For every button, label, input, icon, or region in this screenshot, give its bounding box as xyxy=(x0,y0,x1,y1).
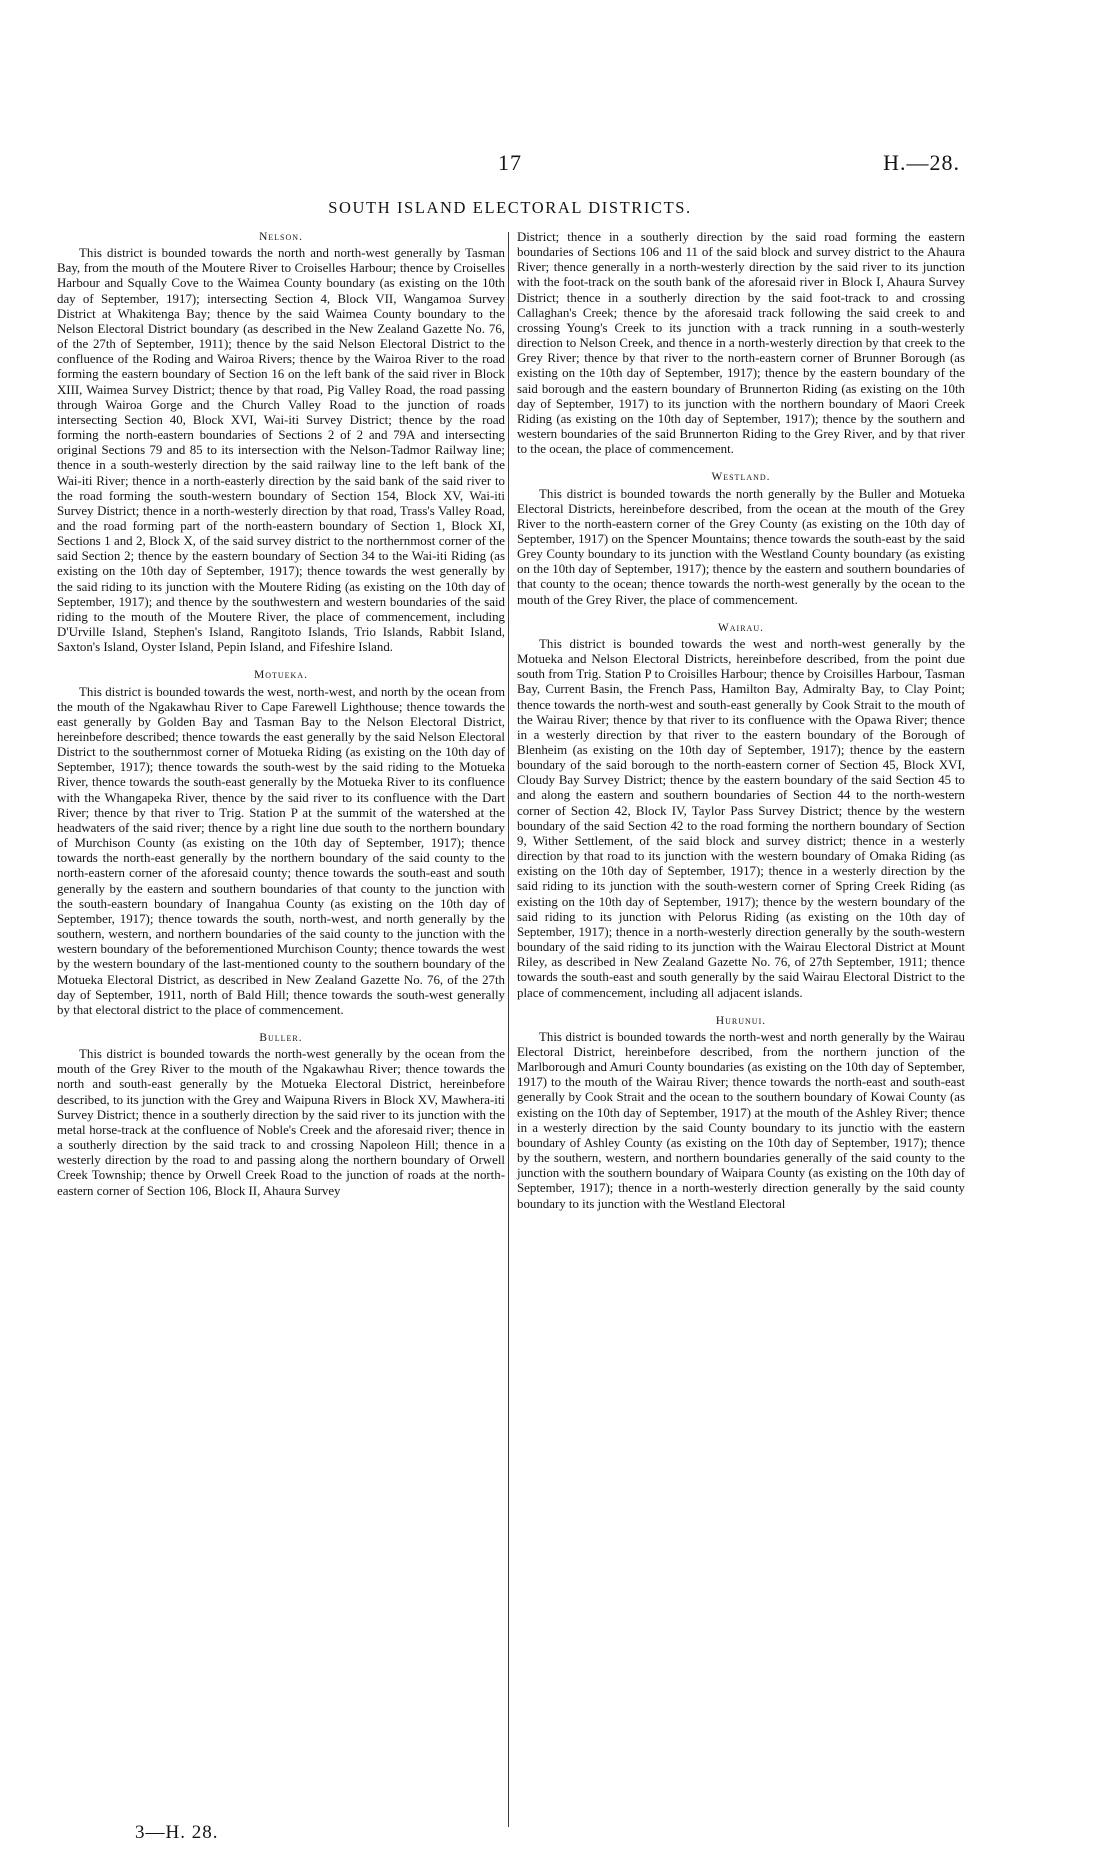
paragraph-wairau: This district is bounded towards the west and north-west generally by the Motueka and Nelson Electoral Districts, hereinbefore described, from the point due south from Trig. Station P to Croisilles Harbour; thence by Croisilles Harbour, Tasman Bay, Current Basin, the French Pass, Hamilton Bay, Admiralty Bay, to Clay Point; thence towards the north-west and south-east generally by Cook Strait to the mouth of the Wairau River; thence by that river to its confluence with the Opawa River; thence in a westerly direction by that river to the eastern boundary of the Borough of Blenheim (as existing on the 10th day of September, 1917); thence by the eastern boundary of the said borough to the north-eastern corner of Section 45, Block XVI, Cloudy Bay Survey District; thence by the eastern boundary of the said Section 45 to and along the eastern and southern boundaries of Section 44 to the north-western corner of Section 42, Block IV, Taylor Pass Survey District; thence by the western boundary of the said Section 42 to the road forming the northern boundary of Section 9, Wither Settlement, of the said block and survey district; thence in a westerly direction by that road to its junction with the western boundary of Omaka Riding (as existing on the 10th day of September, 1917); thence in a westerly direction by the said riding to its junction with the south-western corner of Spring Creek Riding (as existing on the 10th day of September, 1917); thence by the western boundary of the said riding to its junction with Pelorus Riding (as existing on the 10th day of September, 1917); thence in a north-westerly direction generally by the south-western boundary of the said riding to its junction with the Wairau Electoral District at Mount Riley, as described in New Zealand Gazette No. 76, of 27th September, 1911; thence towards the south-east and south generally by the said Wairau Electoral District to the place of commencement, including all adjacent islands. xyxy=(517,636,965,1000)
heading-buller: Buller. xyxy=(259,1031,303,1044)
paragraph-motueka: This district is bounded towards the west, north-west, and north by the ocean from the mouth of the Ngakawhau River to Cape Farewell Lighthouse; thence towards the east generally by Golden Bay and Tasman Bay to the Nelson Electoral District, hereinbefore described; thence towards the east generally by the said Nelson Electoral District to the southernmost corner of Motueka Riding (as existing on the 10th day of September, 1917); thence towards the south-west by the said riding to the Motueka River, thence towards the south-east generally by the Motueka River to its confluence with the Whangapeka River, thence by the said river to its confluence with the Dart River; thence by that river to Trig. Station P at the summit of the watershed at the headwaters of the said river; thence by a right line due south to the northern boundary of Murchison County (as existing on the 10th day of September, 1917); thence towards the north-east generally by the northern boundary of the said county to the north-eastern corner of the aforesaid county; thence towards the south-east and south generally by the eastern and southern boundaries of that county to the junction with the south-eastern boundary of Inangahua County (as existing on the 10th day of September, 1917); thence towards the south, north-west, and north generally by the southern, western, and northern boundaries of the said county to the junction with the western boundary of the beforementioned Murchison County; thence towards the west by the western boundary of the last-mentioned county to the southern boundary of the Motueka Electoral District, as described in New Zealand Gazette No. 76, of the 27th day of September, 1911, north of Bald Hill; thence towards the south-west generally by that electoral district to the place of commencement. xyxy=(57,684,505,1017)
footer-code: 3—H. 28. xyxy=(135,1822,219,1843)
heading-motueka: Motueka. xyxy=(254,669,308,682)
page-number: 17 xyxy=(498,150,522,175)
heading-westland: Westland. xyxy=(711,471,771,484)
section-title: SOUTH ISLAND ELECTORAL DISTRICTS. xyxy=(328,198,692,217)
paragraph-westland: This district is bounded towards the north generally by the Buller and Motueka Electoral Districts, hereinbefore described, from the ocean at the mouth of the Grey River to the north-eastern corner of the Grey County (as existing on the 10th day of September, 1917) on the Spencer Mountains; thence towards the south-east by the said Grey County boundary to its junction with the Westland County boundary (as existing on the 10th day of September, 1917); thence by the eastern and southern boundaries of that county to the ocean; thence towards the north-west generally by the ocean to the mouth of the Grey River, the place of commencement. xyxy=(517,486,965,607)
paragraph-hurunui: This district is bounded towards the north-west and north generally by the Wairau Electoral District, hereinbefore described, from the northern junction of the Marlborough and Amuri County boundaries (as existing on the 10th day of September, 1917) to the mouth of the Wairau River; thence towards the north-east and south-east generally by Cook Strait and the ocean to the southern boundary of Kowai County (as existing on the 10th day of September, 1917) at the mouth of the Ashley River; thence in a westerly direction by the said County boundary to its junctio with the eastern boundary of Ashley County (as existing on the 10th day of September, 1917); thence by the southern, western, and northern boundaries generally of the said county to the junction with the southern boundary of Waipara County (as existing on the 10th day of September, 1917); thence in a north-westerly direction generally by the said county boundary to its junction with the Westland Electoral xyxy=(517,1029,965,1211)
heading-hurunui: Hurunui. xyxy=(715,1014,767,1027)
heading-nelson: Nelson. xyxy=(259,231,303,243)
document-code: H.—28. xyxy=(883,150,960,175)
left-column xyxy=(57,230,505,1199)
column-divider xyxy=(508,232,509,1827)
heading-wairau: Wairau. xyxy=(718,621,764,634)
paragraph-buller: This district is bounded towards the north-west generally by the ocean from the mouth of the Grey River to the mouth of the Ngakawhau River; thence towards the north and south-east generally by the Motueka Electoral District, hereinbefore described, to its junction with the Grey and Waipuna Rivers in Block XV, Mawhera-iti Survey District; thence in a southerly direction by the said river to its junction with the metal horse-track at the confluence of Noble's Creek and the aforesaid river; thence in a southerly direction by the said track to and crossing Napoleon Hill; thence in a westerly direction by the road to and passing along the northern boundary of Orwell Creek Township; thence by Orwell Creek Road to the junction of roads at the north-eastern corner of Section 106, Block II, Ahaura Survey xyxy=(57,1047,505,1198)
paragraph-buller-continued: District; thence in a southerly direction by the said road forming the eastern boundaries of Sections 106 and 11 of the said block and survey district to the Ahaura River; thence generally in a north-westerly direction by the said river to its junction with the foot-track on the south bank of the aforesaid river in Block I, Ahaura Survey District; thence in a southerly direction by the said foot-track to and crossing Callaghan's Creek; thence by the aforesaid track following the said creek to and crossing Young's Creek to its junction with a track running in a south-westerly direction to Nelson Creek, and thence in a north-westerly direction by that creek to the Grey River; thence by that river to the north-eastern corner of Brunner Borough (as existing on the 10th day of September, 1917); thence by the eastern boundary of the said borough and the eastern boundary of Brunnerton Riding (as existing on the 10th day of September, 1917) to its junction with the northern boundary of Maori Creek Riding (as existing on the 10th day of September, 1917); thence by the southern and western boundaries of the said Brunnerton Riding to the Grey River, and by that river to the ocean, the place of commencement. xyxy=(517,230,965,457)
paragraph-nelson: This district is bounded towards the north and north-west generally by Tasman Bay, from the mouth of the Moutere River to Croiselles Harbour; thence by Croiselles Harbour and Squally Cove to the Waimea County boundary (as existing on the 10th day of September, 1917); intersecting Section 4, Block VII, Wangamoa Survey District at Whakitenga Bay; thence by the said Waimea County boundary to the Nelson Electoral District boundary (as described in the New Zealand Gazette No. 76, of the 27th of September, 1911); thence by the said Nelson Electoral District to the confluence of the Roding and Wairoa Rivers; thence by the Wairoa River to the road forming the eastern boundary of Section 16 on the left bank of the said river in Block XIII, Waimea Survey District; thence by that road, Pig Valley Road, the road passing through Wairoa Gorge and the Church Valley Road to the junction of roads intersecting Section 40, Block XVI, Wai-iti Survey District; thence by the road forming the north-eastern boundaries of Sections 2 of 2 and 79A and intersecting original Sections 79 and 85 to its intersection with the Nelson-Tadmor Railway line; thence in a south-westerly direction by the said railway line to the left bank of the Wai-iti River; thence in a north-easterly direction by the said bank of the said river to the road forming the south-western boundary of Section 154, Block XV, Wai-iti Survey District; thence in a north-westerly direction by that road, Trass's Valley Road, and the road forming part of the north-eastern boundary of Section 1, Block XI, Sections 1 and 2, Block X, of the said survey district to the northernmost corner of the said Section 2; thence by the eastern boundary of Section 34 to the Wai-iti Riding (as existing on the 10th day of September, 1917); thence towards the west generally by the said riding to its junction with the Moutere Riding (as existing on the 10th day of September, 1917); and thence by the southwestern and western boundaries of the said riding to the mouth of the Moutere River, the place of commencement, including D'Urville Island, Stephen's Island, Rangitoto Islands, Trio Islands, Rabbit Island, Saxton's Island, Oyster Island, Pepin Island, and Fifeshire Island. xyxy=(57,246,505,655)
right-column xyxy=(517,230,965,1212)
